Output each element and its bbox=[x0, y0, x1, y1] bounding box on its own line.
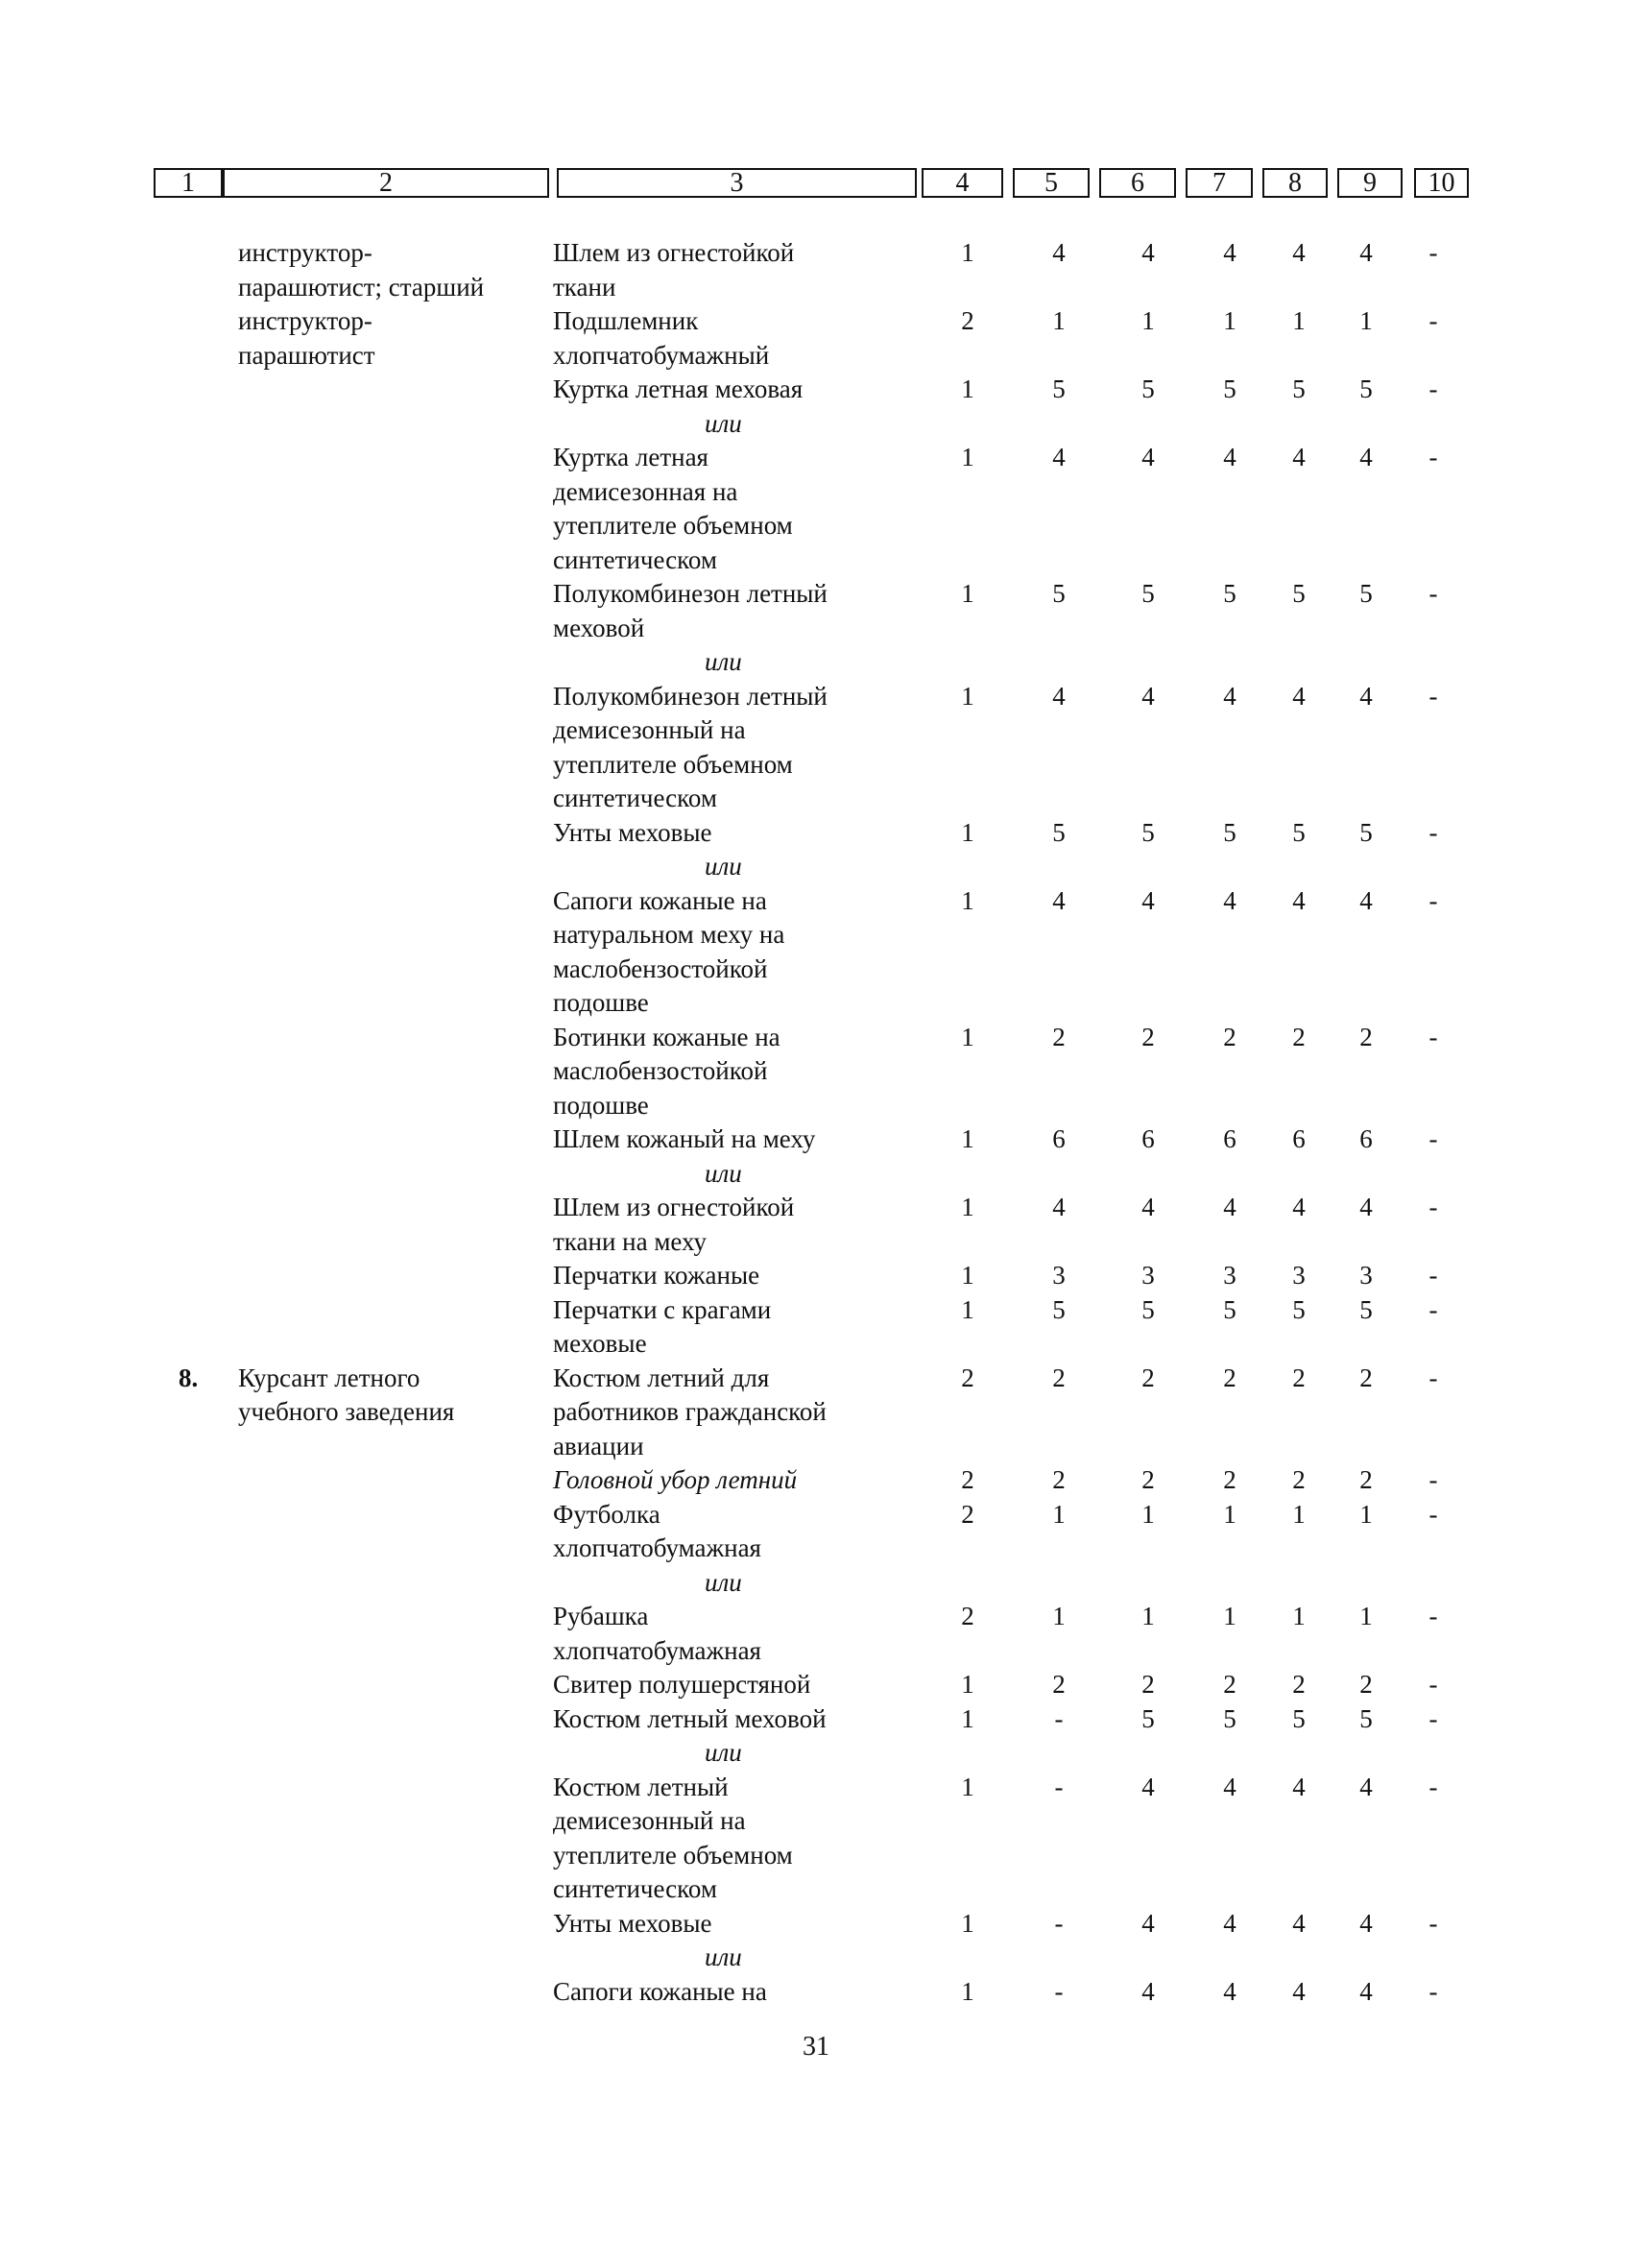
table-row bbox=[0, 1771, 1632, 1805]
header-col-9: 9 bbox=[1337, 168, 1403, 198]
value-col-10: - bbox=[1428, 1363, 1438, 1392]
value-col-8: 5 bbox=[1292, 1294, 1306, 1324]
table-row bbox=[0, 918, 1632, 953]
value-col-10: - bbox=[1428, 1193, 1438, 1221]
item-name: Рубашка bbox=[553, 1602, 649, 1630]
item-name: Унты меховые bbox=[553, 1908, 712, 1938]
value-col-5: 4 bbox=[1052, 885, 1066, 915]
value-col-7: 4 bbox=[1223, 1193, 1236, 1221]
value-col-7: 4 bbox=[1223, 443, 1236, 471]
value-col-7: 1 bbox=[1223, 1499, 1236, 1529]
value-col-9: 5 bbox=[1359, 1703, 1373, 1733]
value-col-6: 4 bbox=[1141, 1908, 1155, 1938]
value-col-8: 5 bbox=[1292, 817, 1306, 847]
value-col-6: 5 bbox=[1141, 1294, 1155, 1324]
value-col-7: 3 bbox=[1223, 1261, 1236, 1290]
value-col-10: - bbox=[1428, 817, 1438, 847]
item-name: Шлем из огнестойкой bbox=[553, 1193, 795, 1221]
item-name: Перчатки кожаные bbox=[553, 1261, 760, 1290]
table-row bbox=[0, 1839, 1632, 1873]
value-col-7: 5 bbox=[1223, 1294, 1236, 1324]
column-number-header bbox=[154, 168, 1469, 200]
value-col-5: 2 bbox=[1052, 1670, 1066, 1699]
value-col-8: 2 bbox=[1292, 1022, 1306, 1051]
value-col-7: 4 bbox=[1223, 1772, 1236, 1801]
position-name: инструктор- bbox=[238, 306, 372, 335]
item-name: хлопчатобумажная bbox=[553, 1533, 761, 1562]
value-col-4: 1 bbox=[961, 817, 974, 847]
clothing-norms-table bbox=[0, 236, 1632, 2009]
value-col-4: 2 bbox=[961, 1499, 974, 1529]
value-col-5: 5 bbox=[1052, 579, 1066, 608]
value-col-8: 4 bbox=[1292, 1908, 1306, 1938]
value-col-9: 4 bbox=[1359, 885, 1373, 915]
table-row bbox=[0, 271, 1632, 305]
value-col-7: 4 bbox=[1223, 681, 1236, 711]
value-col-5: 2 bbox=[1052, 1465, 1066, 1494]
value-col-6: 5 bbox=[1141, 579, 1155, 608]
value-col-9: 4 bbox=[1359, 1772, 1373, 1801]
item-name: Шлем из огнестойкой bbox=[553, 238, 795, 267]
or-separator: или bbox=[705, 647, 742, 676]
value-col-5: 6 bbox=[1052, 1124, 1066, 1153]
value-col-6: 2 bbox=[1141, 1363, 1155, 1392]
item-name: ткани bbox=[553, 272, 616, 302]
item-name: Унты меховые bbox=[553, 817, 712, 847]
value-col-7: 1 bbox=[1223, 306, 1236, 335]
page-number: 31 bbox=[803, 2032, 829, 2062]
value-col-9: 2 bbox=[1359, 1363, 1373, 1392]
position-name: Курсант летного bbox=[238, 1363, 420, 1392]
header-col-4: 4 bbox=[922, 168, 1003, 198]
value-col-4: 2 bbox=[961, 306, 974, 335]
or-separator: или bbox=[705, 1158, 742, 1188]
table-row bbox=[0, 543, 1632, 578]
item-name: работников гражданской bbox=[553, 1397, 827, 1426]
or-separator: или bbox=[705, 1738, 742, 1767]
item-name: утеплителе объемном bbox=[553, 1840, 793, 1870]
value-col-6: 2 bbox=[1141, 1465, 1155, 1494]
value-col-8: 2 bbox=[1292, 1670, 1306, 1699]
item-name: меховые bbox=[553, 1329, 647, 1358]
value-col-8: 1 bbox=[1292, 1602, 1306, 1630]
value-col-6: 4 bbox=[1141, 885, 1155, 915]
position-name: парашютист bbox=[238, 340, 375, 370]
item-name: меховой bbox=[553, 613, 645, 642]
value-col-4: 1 bbox=[961, 1022, 974, 1051]
table-row bbox=[0, 1259, 1632, 1293]
value-col-6: 1 bbox=[1141, 306, 1155, 335]
item-name: подошве bbox=[553, 988, 649, 1017]
table-row bbox=[0, 304, 1632, 339]
value-col-6: 1 bbox=[1141, 1602, 1155, 1630]
value-col-4: 1 bbox=[961, 1124, 974, 1153]
value-col-10: - bbox=[1428, 681, 1438, 711]
value-col-6: 2 bbox=[1141, 1022, 1155, 1051]
value-col-6: 4 bbox=[1141, 1193, 1155, 1221]
item-name: хлопчатобумажная bbox=[553, 1635, 761, 1665]
table-row bbox=[0, 1191, 1632, 1225]
item-name: демисезонная на bbox=[553, 476, 738, 506]
value-col-10: - bbox=[1428, 374, 1438, 403]
header-col-5: 5 bbox=[1013, 168, 1090, 198]
table-row bbox=[0, 1736, 1632, 1771]
value-col-6: 4 bbox=[1141, 238, 1155, 267]
value-col-5: 4 bbox=[1052, 238, 1066, 267]
value-col-9: 5 bbox=[1359, 579, 1373, 608]
value-col-4: 2 bbox=[961, 1602, 974, 1630]
value-col-10: - bbox=[1428, 1703, 1438, 1733]
value-col-9: 5 bbox=[1359, 817, 1373, 847]
value-col-7: 5 bbox=[1223, 579, 1236, 608]
table-row bbox=[0, 407, 1632, 442]
table-row bbox=[0, 782, 1632, 816]
value-col-4: 2 bbox=[961, 1363, 974, 1392]
value-col-4: 1 bbox=[961, 681, 974, 711]
value-col-6: 5 bbox=[1141, 374, 1155, 403]
value-col-10: - bbox=[1428, 1294, 1438, 1324]
value-col-4: 1 bbox=[961, 1193, 974, 1221]
table-row bbox=[0, 713, 1632, 748]
value-col-9: 4 bbox=[1359, 238, 1373, 267]
table-row bbox=[0, 475, 1632, 510]
value-col-6: 4 bbox=[1141, 681, 1155, 711]
table-row bbox=[0, 1804, 1632, 1839]
table-row bbox=[0, 953, 1632, 987]
item-name: синтетическом bbox=[553, 544, 717, 574]
value-col-4: 1 bbox=[961, 1772, 974, 1801]
value-col-9: 1 bbox=[1359, 1499, 1373, 1529]
value-col-9: 2 bbox=[1359, 1022, 1373, 1051]
table-row bbox=[0, 1941, 1632, 1975]
value-col-4: 1 bbox=[961, 1703, 974, 1733]
value-col-6: 4 bbox=[1141, 1772, 1155, 1801]
table-row bbox=[0, 1566, 1632, 1601]
value-col-10: - bbox=[1428, 885, 1438, 915]
table-row bbox=[0, 1122, 1632, 1157]
value-col-5: 2 bbox=[1052, 1363, 1066, 1392]
table-row bbox=[0, 1532, 1632, 1566]
item-name: Футболка bbox=[553, 1499, 660, 1529]
value-col-4: 1 bbox=[961, 1908, 974, 1938]
value-col-10: - bbox=[1428, 1976, 1438, 2006]
table-row bbox=[0, 1225, 1632, 1260]
table-row bbox=[0, 1021, 1632, 1055]
value-col-6: 5 bbox=[1141, 817, 1155, 847]
value-col-4: 2 bbox=[961, 1465, 974, 1494]
table-row bbox=[0, 1872, 1632, 1907]
value-col-8: 4 bbox=[1292, 1976, 1306, 2006]
table-row bbox=[0, 1395, 1632, 1430]
or-separator: или bbox=[705, 1567, 742, 1597]
value-col-7: 5 bbox=[1223, 1703, 1236, 1733]
value-col-5: 5 bbox=[1052, 1294, 1066, 1324]
value-col-8: 4 bbox=[1292, 885, 1306, 915]
item-name: утеплителе объемном bbox=[553, 511, 793, 540]
value-col-7: 5 bbox=[1223, 374, 1236, 403]
value-col-9: 4 bbox=[1359, 1193, 1373, 1221]
value-col-9: 5 bbox=[1359, 1294, 1373, 1324]
value-col-4: 1 bbox=[961, 443, 974, 471]
table-row bbox=[0, 612, 1632, 646]
table-row bbox=[0, 1498, 1632, 1532]
value-col-8: 1 bbox=[1292, 306, 1306, 335]
value-col-10: - bbox=[1428, 306, 1438, 335]
value-col-8: 6 bbox=[1292, 1124, 1306, 1153]
value-col-7: 6 bbox=[1223, 1124, 1236, 1153]
table-row bbox=[0, 816, 1632, 851]
value-col-10: - bbox=[1428, 1670, 1438, 1699]
item-name: хлопчатобумажный bbox=[553, 340, 770, 370]
value-col-4: 1 bbox=[961, 238, 974, 267]
item-name: натуральном меху на bbox=[553, 920, 785, 949]
or-separator: или bbox=[705, 1942, 742, 1971]
value-col-6: 6 bbox=[1141, 1124, 1155, 1153]
table-row bbox=[0, 986, 1632, 1021]
item-name: маслобензостойкой bbox=[553, 953, 768, 983]
value-col-8: 5 bbox=[1292, 1703, 1306, 1733]
value-col-8: 4 bbox=[1292, 1193, 1306, 1221]
table-row bbox=[0, 645, 1632, 680]
header-col-1: 1 bbox=[154, 168, 223, 198]
item-name: синтетическом bbox=[553, 1874, 717, 1903]
value-col-6: 1 bbox=[1141, 1499, 1155, 1529]
value-col-10: - bbox=[1428, 1022, 1438, 1051]
value-col-8: 4 bbox=[1292, 238, 1306, 267]
table-row bbox=[0, 1362, 1632, 1396]
value-col-8: 4 bbox=[1292, 681, 1306, 711]
table-row bbox=[0, 1054, 1632, 1089]
value-col-5: 4 bbox=[1052, 681, 1066, 711]
item-name: Сапоги кожаные на bbox=[553, 1976, 767, 2006]
value-col-9: 4 bbox=[1359, 443, 1373, 471]
item-name: Свитер полушерстяной bbox=[553, 1670, 811, 1699]
value-col-5: 4 bbox=[1052, 1193, 1066, 1221]
header-col-7: 7 bbox=[1186, 168, 1253, 198]
header-col-2: 2 bbox=[223, 168, 549, 198]
value-col-9: 2 bbox=[1359, 1465, 1373, 1494]
value-col-7: 2 bbox=[1223, 1022, 1236, 1051]
value-col-4: 1 bbox=[961, 1294, 974, 1324]
value-col-5: 1 bbox=[1052, 1499, 1066, 1529]
value-col-10: - bbox=[1428, 238, 1438, 267]
value-col-6: 2 bbox=[1141, 1670, 1155, 1699]
item-name: Куртка летная меховая bbox=[553, 374, 804, 403]
or-separator: или bbox=[705, 408, 742, 438]
item-name: Сапоги кожаные на bbox=[553, 885, 767, 915]
table-row bbox=[0, 1600, 1632, 1634]
item-name: утеплителе объемном bbox=[553, 749, 793, 779]
value-col-9: 4 bbox=[1359, 1908, 1373, 1938]
value-col-10: - bbox=[1428, 443, 1438, 471]
value-col-5: 2 bbox=[1052, 1022, 1066, 1051]
value-col-8: 4 bbox=[1292, 443, 1306, 471]
value-col-7: 2 bbox=[1223, 1363, 1236, 1392]
value-col-8: 2 bbox=[1292, 1363, 1306, 1392]
value-col-8: 4 bbox=[1292, 1772, 1306, 1801]
row-number: 8. bbox=[179, 1363, 199, 1392]
value-col-7: 2 bbox=[1223, 1465, 1236, 1494]
value-col-4: 1 bbox=[961, 374, 974, 403]
value-col-10: - bbox=[1428, 1465, 1438, 1494]
value-col-5: 4 bbox=[1052, 443, 1066, 471]
value-col-6: 3 bbox=[1141, 1261, 1155, 1290]
value-col-7: 4 bbox=[1223, 1908, 1236, 1938]
table-row bbox=[0, 748, 1632, 783]
item-name: Костюм летный меховой bbox=[553, 1703, 827, 1733]
position-name: инструктор- bbox=[238, 238, 372, 267]
table-row bbox=[0, 1430, 1632, 1464]
item-name: ткани на меху bbox=[553, 1226, 708, 1256]
value-col-6: 4 bbox=[1141, 443, 1155, 471]
value-col-9: 3 bbox=[1359, 1261, 1373, 1290]
item-name: Куртка летная bbox=[553, 443, 708, 471]
value-col-4: 1 bbox=[961, 579, 974, 608]
table-row bbox=[0, 884, 1632, 919]
value-col-5: 3 bbox=[1052, 1261, 1066, 1290]
table-row bbox=[0, 1463, 1632, 1498]
table-row bbox=[0, 1089, 1632, 1123]
value-col-4: 1 bbox=[961, 885, 974, 915]
value-col-5: 5 bbox=[1052, 817, 1066, 847]
item-name: демисезонный на bbox=[553, 715, 746, 744]
value-col-10: - bbox=[1428, 1908, 1438, 1938]
value-col-7: 5 bbox=[1223, 817, 1236, 847]
table-row bbox=[0, 1975, 1632, 2010]
value-col-9: 1 bbox=[1359, 306, 1373, 335]
value-col-10: - bbox=[1428, 1261, 1438, 1290]
value-col-7: 4 bbox=[1223, 1976, 1236, 2006]
table-row bbox=[0, 680, 1632, 714]
item-name: Шлем кожаный на меху bbox=[553, 1124, 816, 1153]
value-col-5: - bbox=[1054, 1703, 1064, 1733]
or-separator: или bbox=[705, 852, 742, 881]
value-col-5: 1 bbox=[1052, 306, 1066, 335]
item-name: синтетическом bbox=[553, 784, 717, 812]
table-row bbox=[0, 339, 1632, 374]
item-name: подошве bbox=[553, 1090, 649, 1120]
value-col-9: 4 bbox=[1359, 1976, 1373, 2006]
item-name: Подшлемник bbox=[553, 306, 699, 335]
header-col-3: 3 bbox=[557, 168, 917, 198]
value-col-5: - bbox=[1054, 1908, 1064, 1938]
value-col-8: 5 bbox=[1292, 374, 1306, 403]
table-row bbox=[0, 850, 1632, 884]
item-name: авиации bbox=[553, 1431, 644, 1460]
table-row bbox=[0, 577, 1632, 612]
value-col-7: 2 bbox=[1223, 1670, 1236, 1699]
value-col-7: 4 bbox=[1223, 238, 1236, 267]
value-col-10: - bbox=[1428, 1602, 1438, 1630]
value-col-9: 2 bbox=[1359, 1670, 1373, 1699]
item-name: маслобензостойкой bbox=[553, 1056, 768, 1085]
value-col-10: - bbox=[1428, 1772, 1438, 1801]
table-row bbox=[0, 236, 1632, 271]
value-col-10: - bbox=[1428, 579, 1438, 608]
value-col-4: 1 bbox=[961, 1976, 974, 2006]
value-col-10: - bbox=[1428, 1124, 1438, 1153]
value-col-5: - bbox=[1054, 1772, 1064, 1801]
header-col-10: 10 bbox=[1414, 168, 1469, 198]
value-col-5: 5 bbox=[1052, 374, 1066, 403]
value-col-9: 5 bbox=[1359, 374, 1373, 403]
item-name: Костюм летный bbox=[553, 1772, 729, 1801]
value-col-8: 3 bbox=[1292, 1261, 1306, 1290]
item-name: Ботинки кожаные на bbox=[553, 1022, 780, 1051]
table-row bbox=[0, 1668, 1632, 1702]
value-col-4: 1 bbox=[961, 1261, 974, 1290]
value-col-9: 1 bbox=[1359, 1602, 1373, 1630]
table-row bbox=[0, 373, 1632, 407]
item-name: демисезонный на bbox=[553, 1806, 746, 1835]
item-name: Полукомбинезон летный bbox=[553, 579, 828, 608]
table-row bbox=[0, 441, 1632, 475]
table-row bbox=[0, 1634, 1632, 1669]
table-row bbox=[0, 1293, 1632, 1328]
table-row bbox=[0, 1702, 1632, 1737]
position-name: учебного заведения bbox=[238, 1397, 455, 1426]
value-col-5: 1 bbox=[1052, 1602, 1066, 1630]
item-name: Полукомбинезон летный bbox=[553, 681, 828, 711]
value-col-6: 4 bbox=[1141, 1976, 1155, 2006]
table-row bbox=[0, 1907, 1632, 1942]
value-col-4: 1 bbox=[961, 1670, 974, 1699]
table-row bbox=[0, 1327, 1632, 1362]
item-name: Головной убор летний bbox=[553, 1465, 798, 1494]
table-row bbox=[0, 1157, 1632, 1192]
item-name: Костюм летний для bbox=[553, 1363, 770, 1392]
header-col-6: 6 bbox=[1099, 168, 1176, 198]
value-col-7: 1 bbox=[1223, 1602, 1236, 1630]
value-col-8: 2 bbox=[1292, 1465, 1306, 1494]
value-col-9: 6 bbox=[1359, 1124, 1373, 1153]
value-col-5: - bbox=[1054, 1976, 1064, 2006]
value-col-9: 4 bbox=[1359, 681, 1373, 711]
value-col-7: 4 bbox=[1223, 885, 1236, 915]
value-col-8: 5 bbox=[1292, 579, 1306, 608]
position-name: парашютист; старший bbox=[238, 272, 485, 302]
table-row bbox=[0, 509, 1632, 543]
value-col-6: 5 bbox=[1141, 1703, 1155, 1733]
value-col-10: - bbox=[1428, 1499, 1438, 1529]
header-col-8: 8 bbox=[1262, 168, 1328, 198]
value-col-8: 1 bbox=[1292, 1499, 1306, 1529]
item-name: Перчатки с крагами bbox=[553, 1294, 772, 1324]
